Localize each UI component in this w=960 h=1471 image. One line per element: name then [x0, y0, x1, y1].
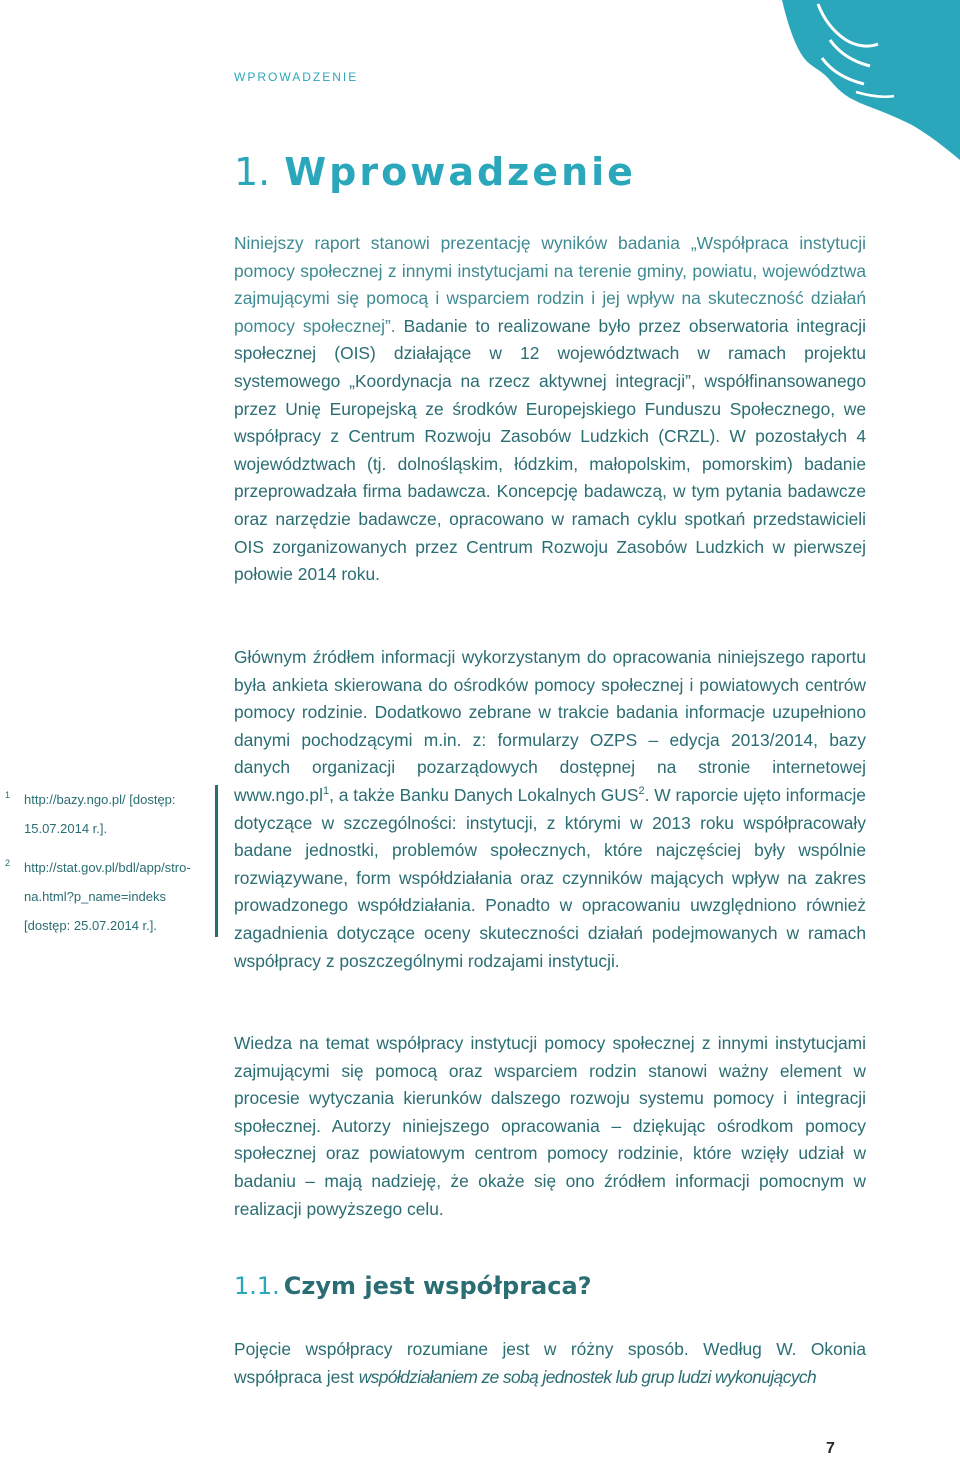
sources-text-b: , a także Banku Danych Lokalnych GUS [329, 784, 639, 805]
footnote-line: http://bazy.ngo.pl/ [dostęp: [24, 792, 176, 807]
footnote-1 [0, 785, 200, 843]
footnote-line: 15.07.2014 r.]. [24, 821, 108, 836]
section-paragraph [234, 1336, 866, 1391]
chapter-title [234, 150, 636, 194]
chapter-title-text: Wprowadzenie [284, 150, 636, 194]
footnotes [0, 785, 200, 940]
closing-paragraph: Wiedza na temat współpracy instytucji pomocy społecznej z innymi instytucjami zajmującymi się pomocą oraz wsparciem rodzin stanowi ważny element w procesie wytyczania kierunków dalszego rozwoju systemu pomocy i integracji społecznej. Autorzy niniejszego opracowania – dziękując ośrodkom pomocy społecznej oraz powiatowym centrom pomocy rodzinie, które wzięły udział w badaniu – mają nadzieję, że okaże się ono źródłem informacji pomocnym w realizacji powyższego celu. [234, 1033, 866, 1219]
sources-paragraph [234, 644, 866, 975]
handshake-hand-icon [760, 0, 960, 160]
footnote-ref-1: 1 [322, 785, 330, 798]
footnote-line: [dostęp: 25.07.2014 r.]. [24, 918, 157, 933]
section-title [234, 1272, 592, 1300]
page-number: 7 [826, 1440, 835, 1457]
sources-text-c: . W raporcie ujęto informacje dotyczące w szczególności: instytucji, z którymi w 2013 roku współpracowały badane jednostki, problemów społecznych, które najczęściej były wspólnie rozwiązywane, form współdziałania oraz czynników mających wpływ na zakres prowadzonego współdziałania. Ponadto w opracowaniu uwzględniono również zagadnienia dotyczące oceny skuteczności działań podejmowanych w ramach współpracy z poszczególnymi rodzajami instytucji. [234, 784, 866, 971]
footnote-mark: 1 [5, 790, 11, 800]
section-text: Pojęcie współpracy rozumiane jest w różny sposób. Według W. Okonia współpraca jest [234, 1339, 866, 1387]
intro-lead-sentence: Niniejszy raport stanowi prezentację wyników badania „Współpraca instytucji pomocy społecznej z innymi instytucjami na terenie gminy, powiatu, województwa zajmującymi się pomocą i wsparciem rodzin i jej wpływ na skuteczność działań pomocy społecznej”. [234, 233, 866, 336]
footnote-line: na.html?p_name=indeks [24, 889, 167, 904]
footnote-2 [0, 853, 200, 940]
section-italic-text: współdziałaniem ze sobą jednostek lub grup ludzi wykonujących [358, 1366, 817, 1387]
footnote-ref-2: 2 [638, 785, 645, 798]
footnote-line: http://stat.gov.pl/bdl/app/stro- [24, 860, 191, 875]
section-number: 1.1. [234, 1272, 280, 1300]
section-title-text: Czym jest współpraca? [283, 1272, 592, 1300]
chapter-number: 1. [234, 150, 271, 194]
running-header: WPROWADZENIE [234, 70, 359, 84]
footnote-mark: 2 [5, 858, 11, 868]
footnote-divider [215, 785, 218, 937]
sources-text-a: Głównym źródłem informacji wykorzystanym do opracowania niniejszego raportu była ankieta skierowana do ośrodków pomocy społecznej i powiatowych centrów pomocy rodzinie. Dodatkowo zebrane w trakcie badania informacje uzupełniono danymi pochodzącymi m.in. z: formularzy OZPS – edycja 2013/2014, bazy danych organizacji pozarządowych dostępnej na stronie internetowej www.ngo.pl [234, 647, 866, 805]
intro-paragraph [234, 230, 866, 589]
intro-paragraph-rest: Badanie to realizowane było przez obserwatoria integracji społecznej (OIS) działające w 12 województwach w ramach projektu systemowego „Koordynacja na rzecz aktywnej integracji”, współfinansowanego przez Unię Europejską ze środków Europejskiego Funduszu Społecznego, we współpracy z Centrum Rozwoju Zasobów Ludzkich (CRZL). W pozostałych 4 województwach (tj. dolnośląskim, łódzkim, małopolskim, pomorskim) badanie przeprowadzała firma badawcza. Koncepcję badawczą, w tym pytania badawcze oraz narzędzie badawcze, opracowano w ramach cyklu spotkań przedstawicieli OIS zorganizowanych przez Centrum Rozwoju Zasobów Ludzkich w pierwszej połowie 2014 roku. [234, 315, 866, 585]
